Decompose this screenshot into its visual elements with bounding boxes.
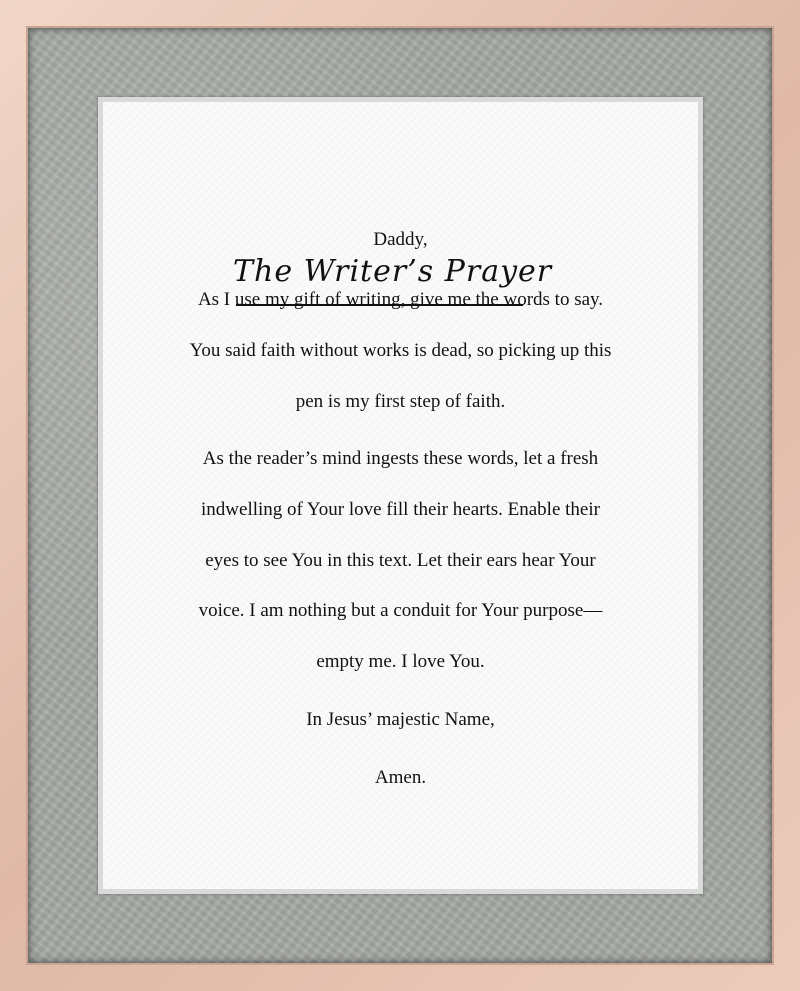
prayer-page xyxy=(103,102,698,889)
prayer-line: As I use my gift of writing, give me the words to say. xyxy=(197,289,604,310)
prayer-line: eyes to see You in this text. Let their ears hear Your xyxy=(205,550,596,571)
prayer-line: As the reader’s mind ingests these words, let a fresh xyxy=(202,448,599,469)
page-title: The Writer’s Prayer xyxy=(233,254,553,289)
amen-line: Amen. xyxy=(374,767,427,788)
closing-line: In Jesus’ majestic Name, xyxy=(306,709,495,730)
prayer-line: You said faith without works is dead, so picking up this xyxy=(189,340,612,361)
prayer-line: pen is my first step of faith. xyxy=(295,391,506,412)
prayer-line: voice. I am nothing but a conduit for Your purpose— xyxy=(198,600,603,621)
greeting-line: Daddy, xyxy=(373,229,428,250)
prayer-line: empty me. I love You. xyxy=(316,651,485,672)
prayer-line: indwelling of Your love fill their hearts. Enable their xyxy=(201,499,600,520)
